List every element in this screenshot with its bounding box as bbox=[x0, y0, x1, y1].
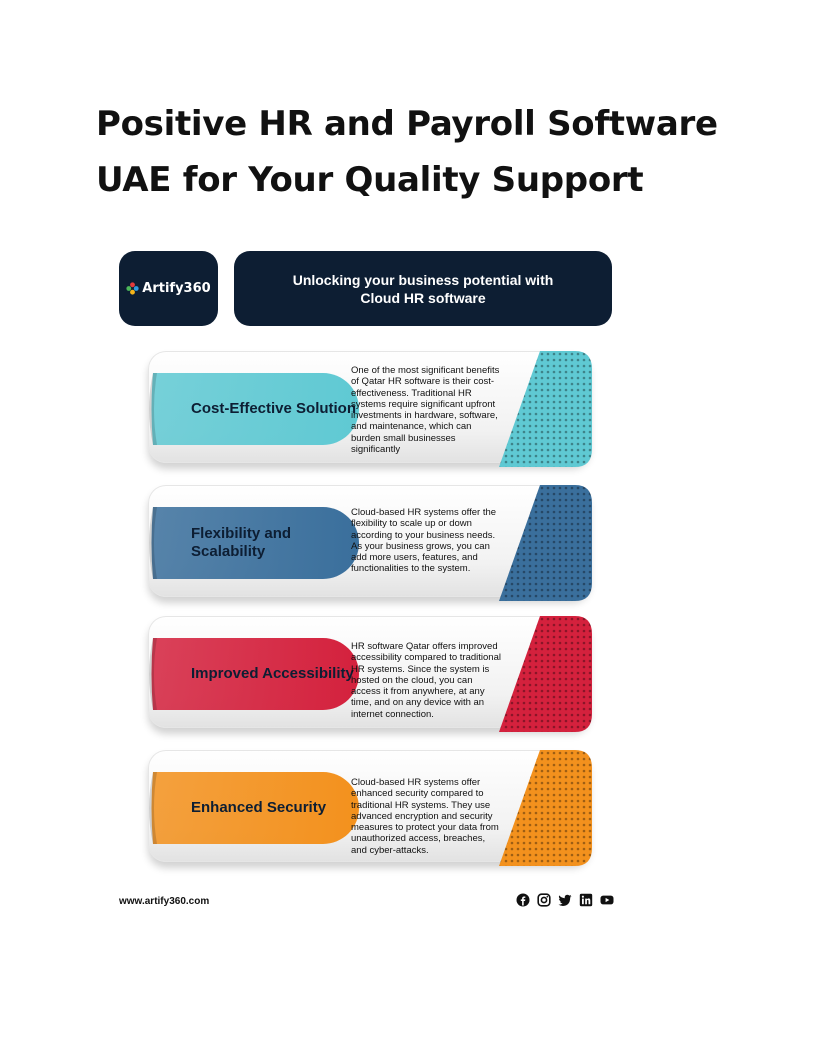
card-security bbox=[143, 750, 592, 866]
card-description: Cloud-based HR systems offer enhanced security compared to traditional HR systems. They use advanced encryption and security measures to protect your data from unauthorized access, breaches, and cyber-attacks. bbox=[351, 777, 499, 856]
banner-text: Unlocking your business potential with Cloud HR software bbox=[292, 271, 554, 306]
card-label: Improved Accessibility bbox=[191, 665, 354, 682]
twitter-icon[interactable] bbox=[558, 893, 572, 907]
facebook-icon[interactable] bbox=[516, 893, 530, 907]
footer-url[interactable]: www.artify360.com bbox=[119, 896, 210, 907]
card-description: Cloud-based HR systems offer the flexibility to scale up or down according to your business needs. As your business grows, you can add more users, features, and functionalities to the system. bbox=[351, 507, 497, 575]
page-title bbox=[96, 96, 736, 208]
youtube-icon[interactable] bbox=[600, 893, 614, 907]
social-icons bbox=[516, 893, 614, 907]
card-label: Enhanced Security bbox=[191, 799, 327, 816]
card-label: Cost-Effective Solution bbox=[191, 400, 357, 417]
card-accessibility bbox=[143, 616, 592, 732]
linkedin-icon[interactable] bbox=[579, 893, 593, 907]
card-cost-effective bbox=[143, 351, 592, 467]
logo-text: Artify360 bbox=[142, 281, 211, 296]
instagram-icon[interactable] bbox=[537, 893, 551, 907]
card-description: One of the most significant benefits of Qatar HR software is their cost-effectiveness. Traditional HR systems require significant upfront investments in hardware, software, and maintenance, which can burden small businesses significantly bbox=[351, 365, 500, 456]
card-flexibility bbox=[143, 485, 592, 601]
title-line-2: UAE for Your Quality Support bbox=[96, 160, 644, 200]
header-banner bbox=[234, 251, 612, 326]
card-label: Flexibility and Scalability bbox=[191, 525, 292, 560]
artify-logo-icon bbox=[126, 282, 139, 295]
logo-box bbox=[119, 251, 218, 326]
title-line-1: Positive HR and Payroll Software bbox=[96, 104, 718, 144]
card-description: HR software Qatar offers improved accessibility compared to traditional HR systems. Since the system is hosted on the cloud, you can access it from anywhere, at any time, and on any device with an internet connection. bbox=[351, 641, 501, 720]
